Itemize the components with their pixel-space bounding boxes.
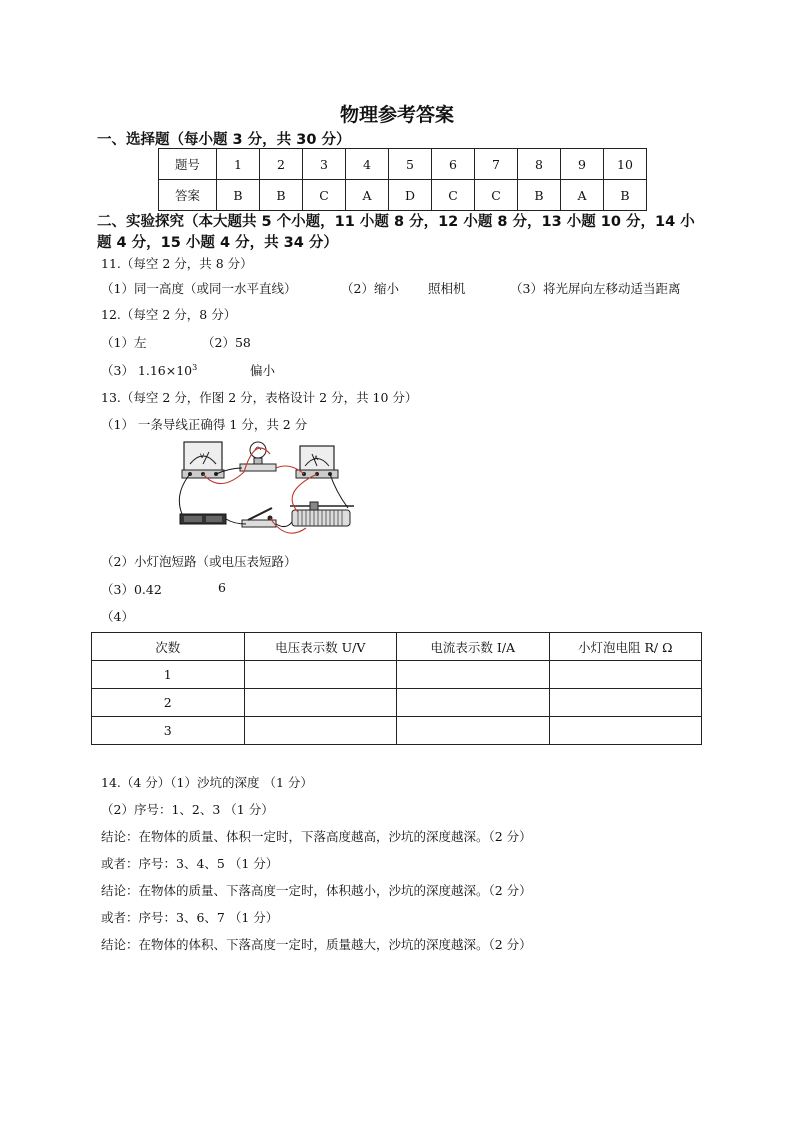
- table-cell: C: [432, 180, 475, 211]
- table-row: [92, 661, 702, 689]
- page-title: 物理参考答案: [339, 104, 454, 126]
- q13-answer-3: （3）0.42: [101, 582, 162, 597]
- q14-line-3: 结论：在物体的质量、体积一定时，下落高度越高，沙坑的深度越深。（2 分）: [101, 829, 532, 844]
- rheostat-icon: [290, 502, 354, 526]
- table-row: [92, 717, 702, 745]
- table-cell: [549, 661, 702, 689]
- table-cell: A: [561, 180, 604, 211]
- q12-answer-3: [101, 361, 197, 379]
- q12-answer-2: （2）58: [202, 335, 251, 350]
- q11-answer-2b: 照相机: [428, 281, 466, 296]
- circuit-diagram: [160, 434, 370, 544]
- q13-answer-3b: 6: [218, 580, 226, 595]
- q14-line-7: 结论：在物体的体积、下落高度一定时，质量越大，沙坑的深度越深。（2 分）: [101, 937, 532, 952]
- svg-text:V: V: [200, 453, 205, 460]
- table-cell: [549, 717, 702, 745]
- table-cell: [397, 661, 550, 689]
- table-cell: B: [260, 180, 303, 211]
- q14-line-1: 14.（4 分）（1）沙坑的深度 （1 分）: [101, 775, 313, 790]
- table-cell: C: [303, 180, 346, 211]
- table-cell: 6: [432, 149, 475, 180]
- table-cell: 3: [92, 717, 245, 745]
- table-cell: 5: [389, 149, 432, 180]
- table-cell: B: [518, 180, 561, 211]
- table-cell: [244, 661, 397, 689]
- table-cell: 9: [561, 149, 604, 180]
- table-header: 次数: [92, 633, 245, 661]
- table-cell: A: [346, 180, 389, 211]
- table-cell: 10: [604, 149, 647, 180]
- q11-header: 11.（每空 2 分，共 8 分）: [101, 256, 253, 271]
- q14-line-2: （2）序号：1、2、3 （1 分）: [101, 802, 274, 817]
- table-cell: B: [604, 180, 647, 211]
- table-row: [159, 180, 647, 211]
- q11-answer-3: （3）将光屏向左移动适当距离: [510, 281, 681, 296]
- section2-heading-line1: 二、实验探究（本大题共 5 个小题，11 小题 8 分，12 小题 8 分，13 小题 10 分，14 小: [97, 214, 695, 230]
- q13-answer-4: （4）: [101, 609, 134, 624]
- table-cell: 8: [518, 149, 561, 180]
- section2-heading-line2: 题 4 分，15 小题 4 分，共 34 分）: [97, 235, 338, 251]
- q14-line-6: 或者：序号：3、6、7 （1 分）: [101, 910, 279, 925]
- q12-header: 12.（每空 2 分，8 分）: [101, 307, 237, 322]
- q13-header: 13.（每空 2 分，作图 2 分，表格设计 2 分，共 10 分）: [101, 390, 418, 405]
- table-cell: 3: [303, 149, 346, 180]
- table-cell: D: [389, 180, 432, 211]
- table-cell: [397, 717, 550, 745]
- q12-answer-3-value: （3） 1.16×10: [101, 363, 193, 378]
- q12-answer-3b: 偏小: [250, 363, 276, 378]
- table-cell: 2: [260, 149, 303, 180]
- svg-text:A: A: [314, 455, 319, 462]
- table-header: 小灯泡电阻 R/ Ω: [549, 633, 702, 661]
- table-header: 电压表示数 U/V: [244, 633, 397, 661]
- data-table: [91, 632, 702, 745]
- table-row: [159, 149, 647, 180]
- q11-answer-1: （1）同一高度（或同一水平直线）: [101, 281, 297, 296]
- table-header: 电流表示数 I/A: [397, 633, 550, 661]
- answer-table: [158, 148, 647, 211]
- q12-answer-3-exponent: 3: [192, 362, 198, 372]
- table-cell: [244, 717, 397, 745]
- table-cell: [244, 689, 397, 717]
- q12-answer-1: （1）左: [101, 335, 147, 350]
- q13-answer-2: （2）小灯泡短路（或电压表短路）: [101, 554, 297, 569]
- voltmeter-icon: [182, 442, 224, 478]
- table-cell: 2: [92, 689, 245, 717]
- q11-answer-2: （2）缩小: [341, 281, 399, 296]
- q14-line-5: 结论：在物体的质量、下落高度一定时，体积越小，沙坑的深度越深。（2 分）: [101, 883, 532, 898]
- table-cell: [397, 689, 550, 717]
- table-cell: 1: [217, 149, 260, 180]
- battery-icon: [180, 514, 226, 524]
- table-cell: 4: [346, 149, 389, 180]
- row-label: 题号: [159, 149, 217, 180]
- table-cell: 1: [92, 661, 245, 689]
- table-header-row: [92, 633, 702, 661]
- q13-answer-1: （1） 一条导线正确得 1 分，共 2 分: [101, 417, 308, 432]
- switch-icon: [242, 508, 276, 527]
- table-cell: 7: [475, 149, 518, 180]
- table-cell: [549, 689, 702, 717]
- table-row: [92, 689, 702, 717]
- row-label: 答案: [159, 180, 217, 211]
- table-cell: C: [475, 180, 518, 211]
- section1-heading: 一、选择题（每小题 3 分，共 30 分）: [97, 132, 351, 148]
- table-cell: B: [217, 180, 260, 211]
- q14-line-4: 或者：序号：3、4、5 （1 分）: [101, 856, 279, 871]
